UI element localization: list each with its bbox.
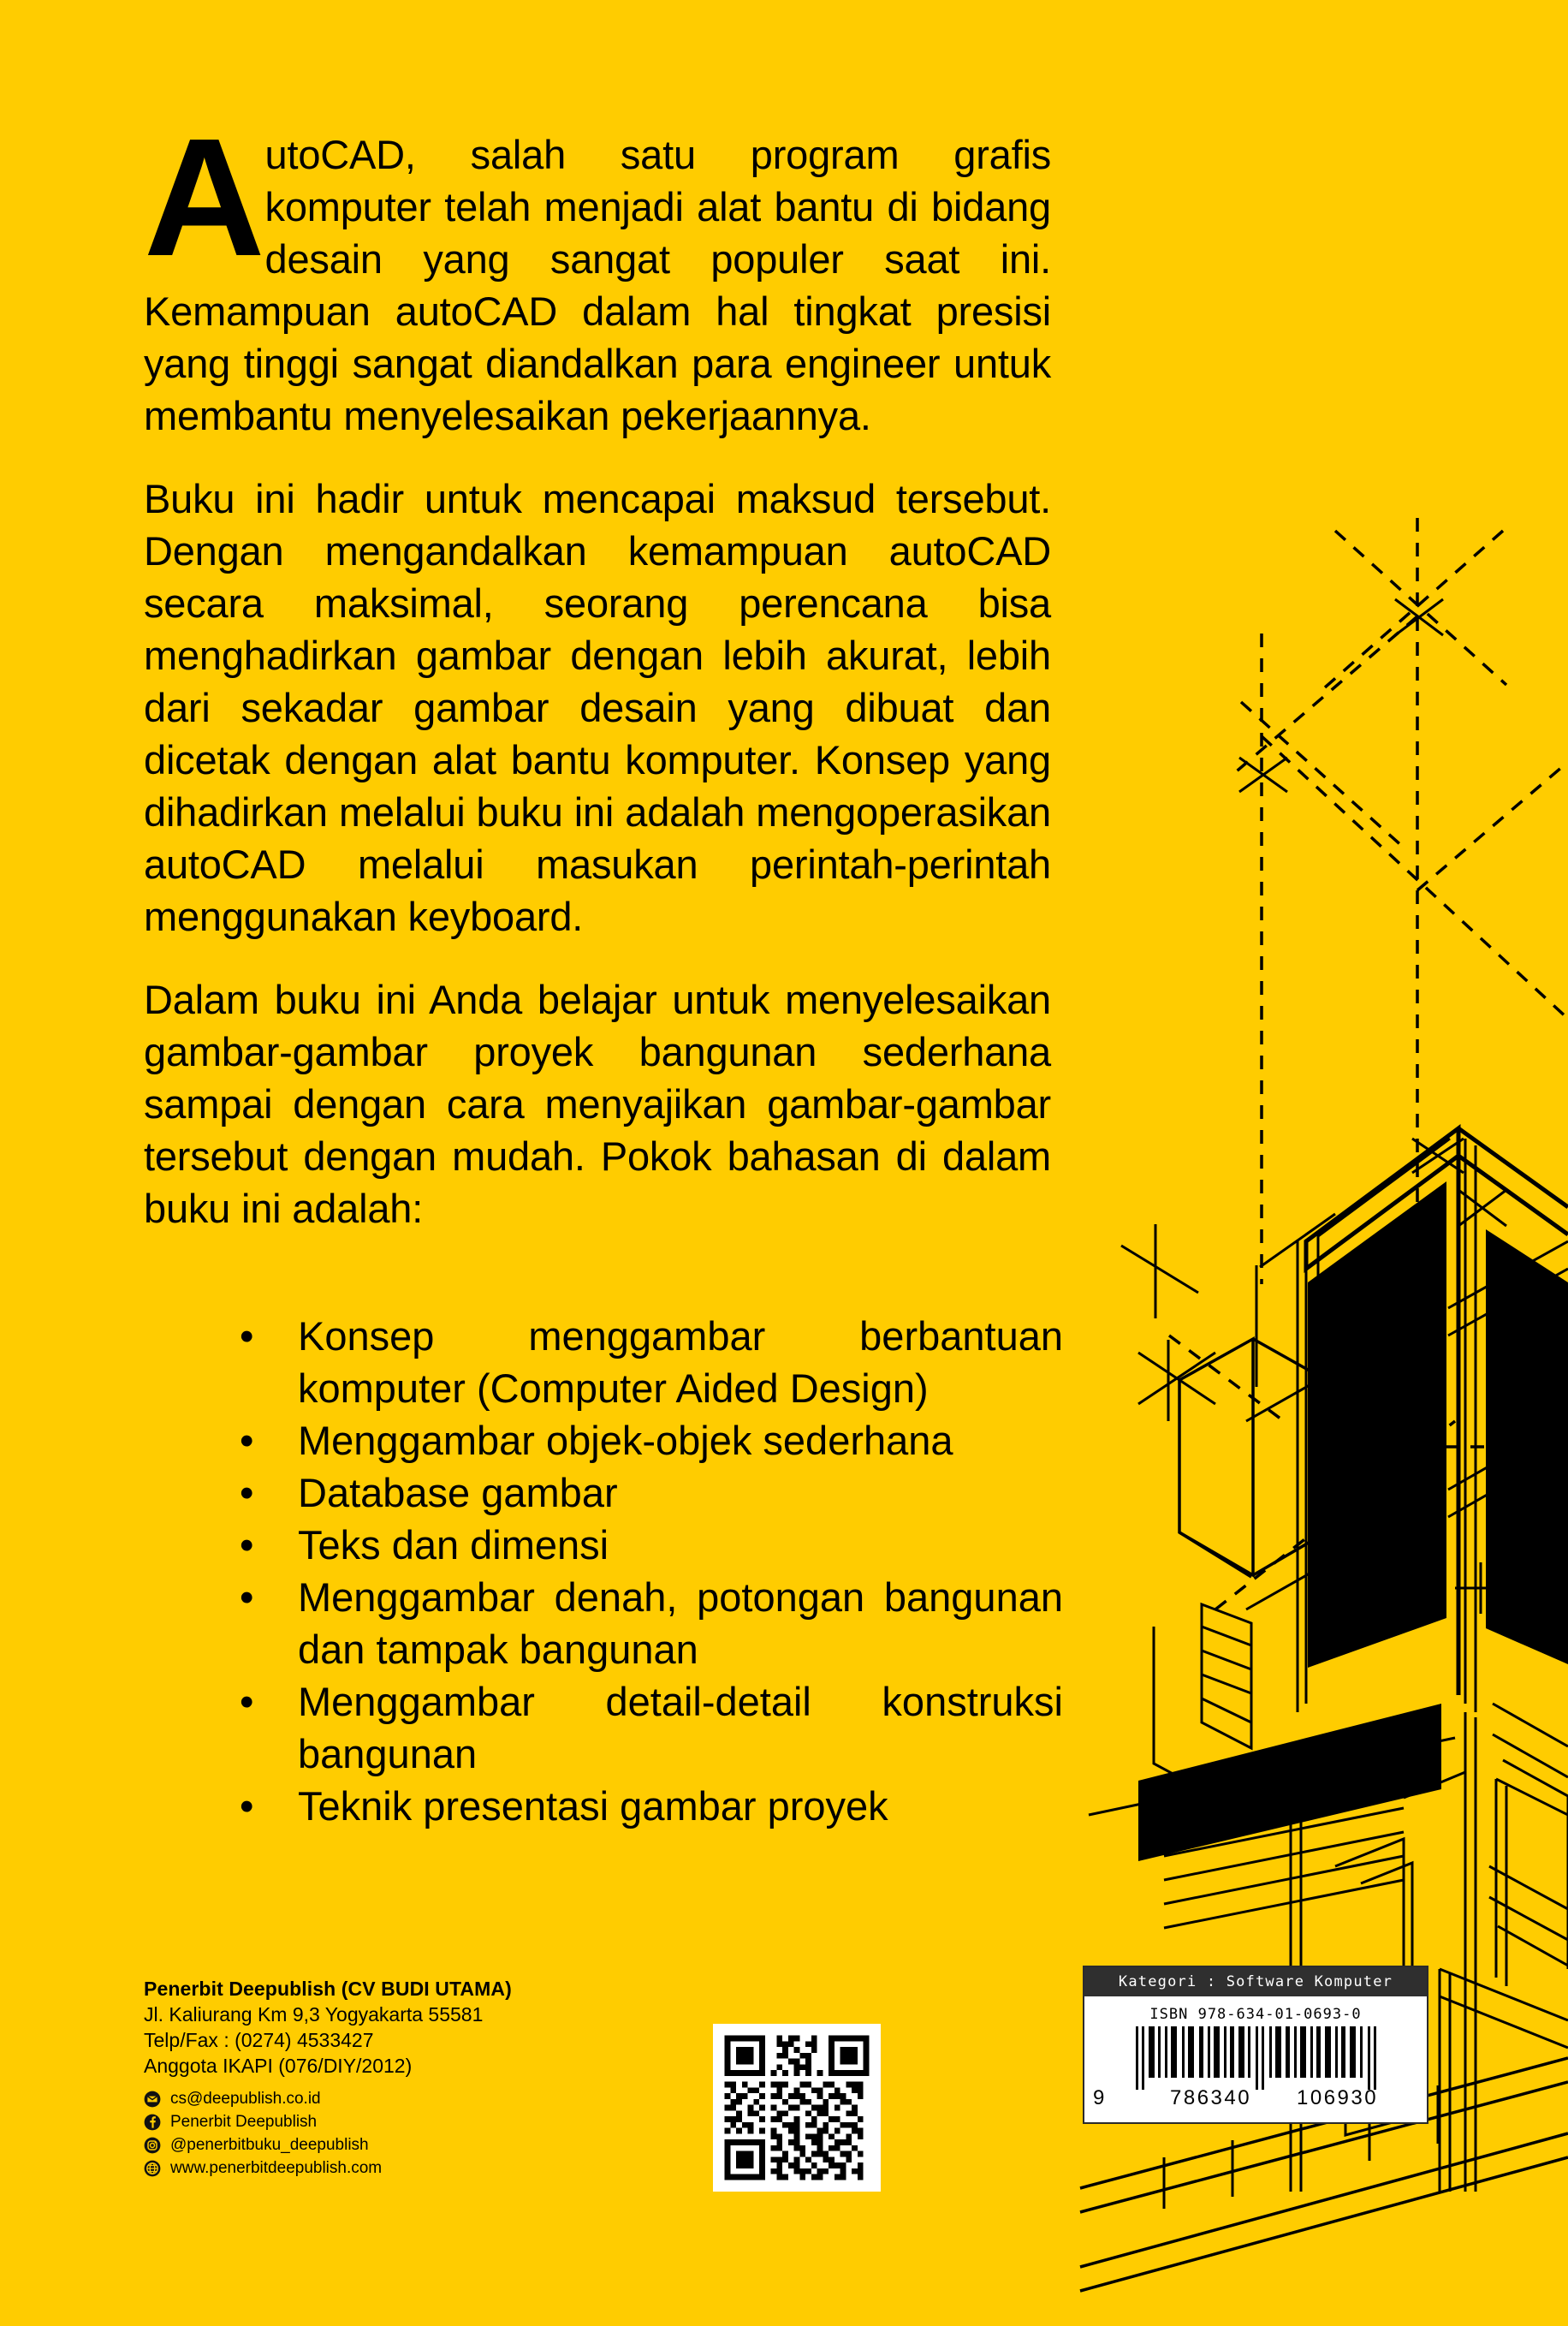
floor-lines (1246, 1241, 1568, 1609)
drop-cap: A (144, 104, 260, 291)
bullet-icon: • (240, 1418, 254, 1463)
louver-hatch (1154, 1604, 1251, 1789)
facebook-icon (144, 2114, 161, 2131)
publisher-name: Penerbit Deepublish (CV BUDI UTAMA) (144, 1978, 512, 2000)
blurb-paragraph-1-text: utoCAD, salah satu program grafis komputer telah menjadi alat bantu di bidang desain yang sangat populer saat ini. Kemampuan autoCAD dalam hal tingkat presisi yang tinggi sangat diandalkan para engineer untuk membantu menyelesaikan pekerjaannya. (144, 132, 1051, 438)
ean13-barcode (1134, 2026, 1394, 2090)
publisher-membership: Anggota IKAPI (076/DIY/2012) (144, 2055, 413, 2077)
ean-lead-digit: 9 (1093, 2086, 1105, 2109)
social-website[interactable] (144, 2156, 692, 2180)
blurb-text-column (144, 104, 1051, 1245)
social-email-label: cs@deepublish.co.id (170, 2090, 321, 2108)
facade-panel-dark-2 (1486, 1229, 1568, 1664)
list-item-label: Teknik presentasi gambar proyek (298, 1783, 888, 1829)
publisher-socials (144, 2087, 692, 2180)
isbn-barcode-block (1083, 1966, 1428, 2124)
blurb-paragraph-2: Buku ini hadir untuk mencapai maksud tersebut. Dengan mengandalkan kemampuan autoCAD secara maksimal, seorang perencana bisa menghadirkan gambar dengan lebih akurat, lebih dari sekadar gambar desain yang dibuat dan dicetak dengan alat bantu komputer. Konsep yang dihadirkan melalui buku ini adalah mengoperasikan autoCAD melalui masukan perintah-perintah menggunakan keyboard. (144, 476, 1051, 939)
publisher-phone: Telp/Fax : (0274) 4533427 (144, 2029, 374, 2051)
list-item (224, 1519, 1063, 1571)
bullet-icon: • (240, 1313, 254, 1359)
list-item (224, 1571, 1063, 1675)
list-item (224, 1675, 1063, 1780)
list-item-label: Menggambar denah, potongan bangunan dan tampak bangunan (298, 1574, 1063, 1672)
ean-right-group: 106930 (1297, 2086, 1379, 2109)
isbn-number: ISBN 978-634-01-0693-0 (1149, 2006, 1362, 2023)
bullet-icon: • (240, 1783, 254, 1829)
annex-box (1179, 1339, 1323, 1577)
social-instagram-label: @penerbitbuku_deepublish (170, 2136, 369, 2154)
construction-guides (1169, 518, 1568, 1609)
qr-code[interactable] (713, 2024, 881, 2192)
globe-icon (144, 2160, 161, 2177)
bullet-icon: • (240, 1470, 254, 1515)
tick-marks (1121, 599, 1506, 1614)
ean-left-group: 786340 (1170, 2086, 1252, 2109)
blurb-paragraph-1 (144, 104, 1051, 442)
publisher-info (144, 1976, 692, 2180)
tower-roof (1306, 1128, 1568, 1695)
social-facebook-label: Penerbit Deepublish (170, 2113, 318, 2131)
facade-panel-dark-1 (1308, 1181, 1446, 1668)
list-item (224, 1310, 1063, 1414)
social-website-label: www.penerbitdeepublish.com (170, 2159, 383, 2177)
list-item-label: Database gambar (298, 1470, 618, 1515)
canopy-dark-bar (1138, 1704, 1441, 1861)
social-instagram[interactable] (144, 2133, 692, 2156)
bullet-icon: • (240, 1522, 254, 1568)
social-email[interactable] (144, 2087, 692, 2110)
publisher-address: Jl. Kaliurang Km 9,3 Yogyakarta 55581 (144, 2003, 484, 2026)
list-item-label: Teks dan dimensi (298, 1522, 609, 1568)
list-item (224, 1414, 1063, 1466)
list-item (224, 1780, 1063, 1832)
list-item (224, 1466, 1063, 1519)
category-label: Kategori : Software Komputer (1084, 1967, 1427, 1996)
ean13-digits (1084, 2086, 1427, 2122)
bullet-icon: • (240, 1574, 254, 1620)
email-icon (144, 2091, 161, 2108)
list-item-label: Konsep menggambar berbantuan komputer (Computer Aided Design) (298, 1313, 1063, 1411)
list-item-label: Menggambar objek-objek sederhana (298, 1418, 953, 1463)
blurb-paragraph-3: Dalam buku ini Anda belajar untuk menyelesaikan gambar-gambar proyek bangunan sederhana sampai dengan cara menyajikan gambar-gambar tersebut dengan mudah. Pokok bahasan di dalam buku ini adalah: (144, 977, 1051, 1231)
list-item-label: Menggambar detail-detail konstruksi bangunan (298, 1679, 1063, 1776)
right-block (1440, 1704, 1568, 2192)
instagram-icon (144, 2137, 161, 2154)
bullet-icon: • (240, 1679, 254, 1724)
topics-list (224, 1310, 1063, 1832)
social-facebook[interactable] (144, 2110, 692, 2133)
